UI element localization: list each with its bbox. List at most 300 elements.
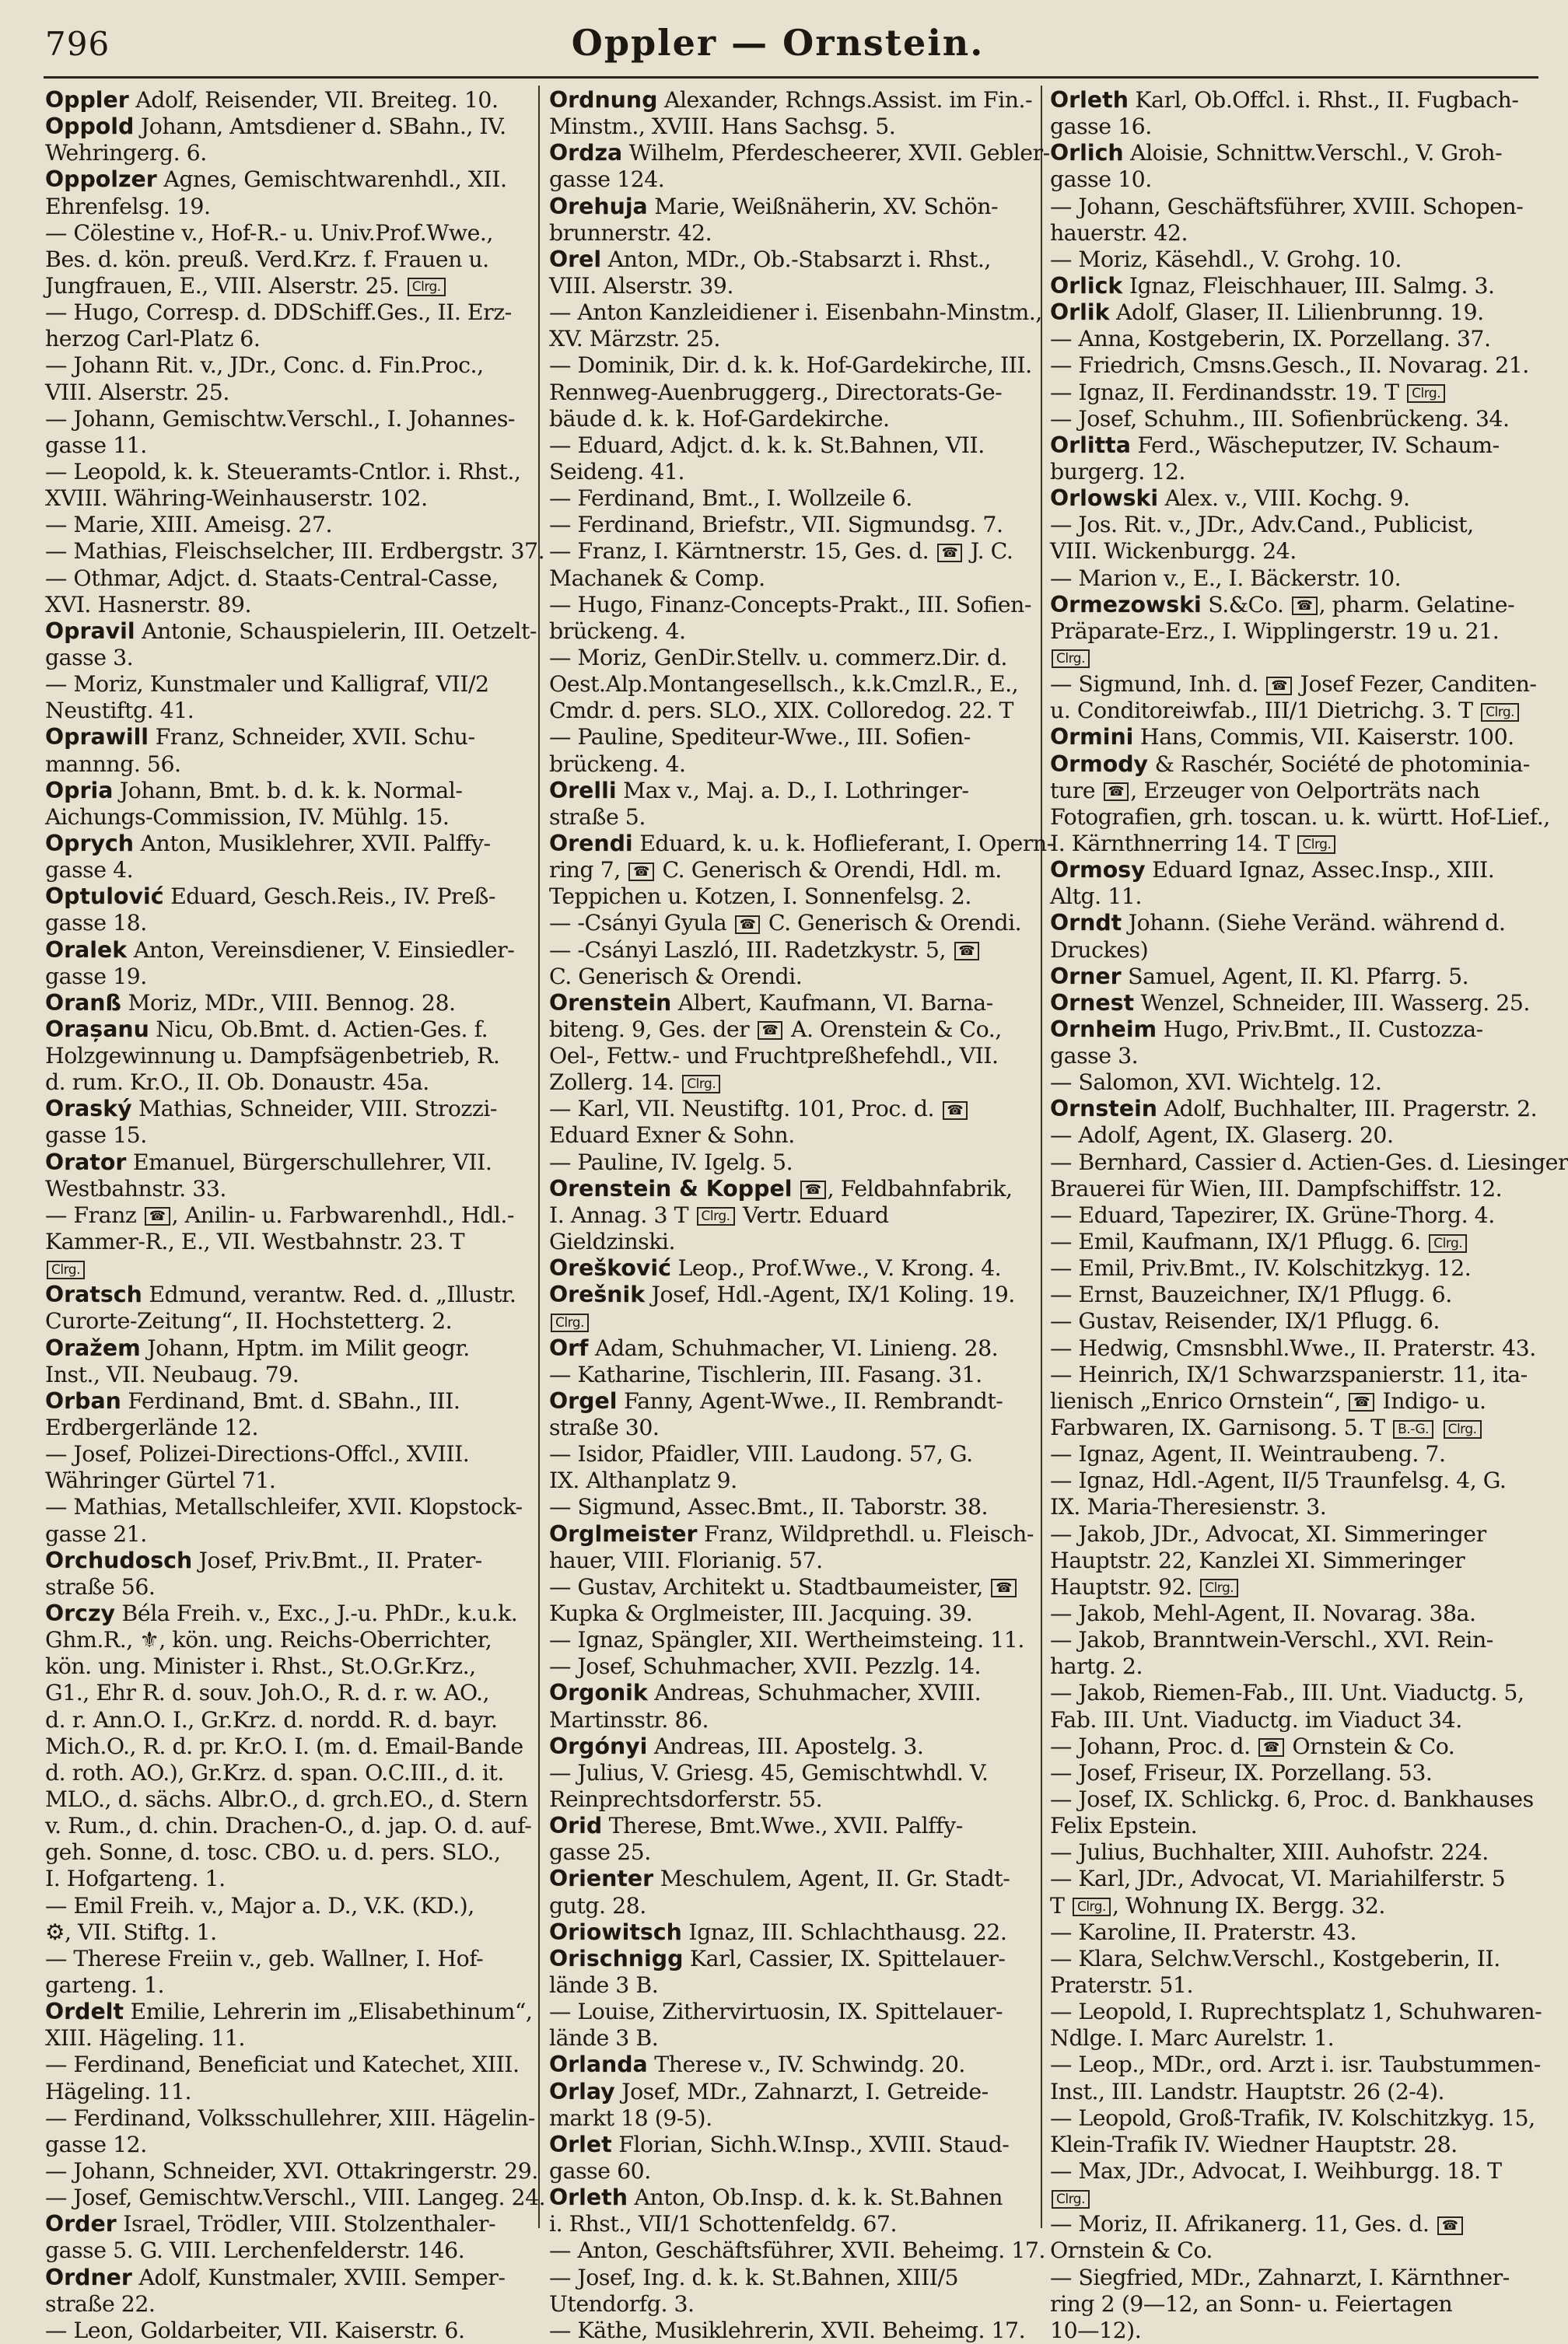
entry-line — [549, 432, 1014, 459]
entry-surname: Orator — [45, 1149, 127, 1175]
entry-surname: Orgonik — [549, 1680, 648, 1706]
entry-line — [549, 1760, 1014, 1786]
entry-text: XV. Märzstr. 25. — [549, 326, 720, 352]
entry-line — [1050, 1069, 1515, 1096]
entry-text: Karl, Cassier, IX. Spittelauer- — [683, 1945, 1006, 1971]
entry-line — [45, 1601, 518, 1627]
entry-text: — Siegfried, MDr., Zahnarzt, I. Kärnthner- — [1050, 2264, 1510, 2290]
entry-line — [45, 2157, 538, 2185]
entry-text: Aichungs-Commission, IV. Mühlg. 15. — [45, 803, 450, 830]
entry-text: Präparate-Erz., I. Wipplingerstr. 19 u. 21. — [1050, 617, 1500, 644]
entry-line — [1050, 193, 1524, 220]
entry-text: ring 2 (9—12, an Sonn- u. Feiertagen — [1050, 2290, 1453, 2317]
entry-text: Wilhelm, Pferdescheerer, XVII. Gebler- — [622, 140, 1050, 166]
entry-text: Josef, MDr., Zahnarzt, I. Getreide- — [614, 2078, 989, 2104]
entry-text: — Moriz, Kunstmaler und Kalligraf, VII/2 — [45, 671, 489, 698]
entry-text: Indigo- u. — [1376, 1387, 1486, 1414]
entry-text: — Anna, Kostgeberin, IX. Porzellang. 37. — [1050, 326, 1491, 352]
entry-line — [1050, 1016, 1515, 1043]
entry-line — [45, 1043, 510, 1069]
entry-text: straße 22. — [45, 2290, 156, 2317]
entry-line — [549, 1149, 1014, 1176]
entry-line — [1050, 380, 1515, 406]
entry-text: gasse 18. — [45, 910, 147, 936]
entry-surname: Orf — [549, 1335, 589, 1361]
entry-line — [45, 194, 510, 220]
entry-text: Adolf, Reisender, VII. Breiteg. 10. — [128, 87, 499, 113]
entry-text: — Josef, Friseur, IX. Porzellang. 53. — [1050, 1759, 1433, 1786]
entry-surname: Oprawill — [45, 724, 149, 750]
entry-line — [549, 1441, 1014, 1468]
entry-line — [1050, 459, 1515, 485]
entry-text: — Johann, Proc. d. — [1050, 1733, 1258, 1759]
entry-line — [1050, 1680, 1524, 1706]
entry-line — [549, 326, 1014, 352]
entry-text: geh. Sonne, d. tosc. CBO. u. d. pers. SLO., — [45, 1839, 501, 1866]
entry-line — [1050, 724, 1515, 750]
entry-line — [45, 1760, 510, 1786]
entry-line — [1050, 698, 1515, 724]
entry-text: Bes. d. kön. preuß. Verd.Krz. f. Frauen u. — [45, 246, 489, 272]
entry-text: gasse 10. — [1050, 166, 1152, 193]
entry-line — [549, 1653, 1014, 1680]
entry-text: Alex. v., VIII. Kochg. 9. — [1158, 485, 1410, 512]
entry-text: — Emil, Priv.Bmt., IV. Kolschitzkyg. 12. — [1050, 1255, 1472, 1282]
entry-text: — Marion v., E., I. Bäckerstr. 10. — [1050, 565, 1402, 591]
entry-text: Minstm., XVIII. Hans Sachsg. 5. — [549, 114, 896, 140]
entry-surname: Ordner — [45, 2264, 132, 2290]
entry-text: Ghm.R., ⚜, kön. ung. Reichs-Oberrichter, — [45, 1627, 492, 1653]
entry-text: — Pauline, Spediteur-Wwe., III. Sofien- — [549, 724, 971, 750]
entry-line — [1050, 273, 1515, 299]
entry-line — [1050, 1468, 1515, 1494]
entry-line — [1050, 1786, 1534, 1813]
entry-line — [45, 883, 510, 910]
entry-text: — Adolf, Agent, IX. Glaserg. 20. — [1050, 1122, 1394, 1149]
entry-line — [549, 1255, 1014, 1282]
entry-text: i. Rhst., VII/1 Schottenfeldg. 67. — [549, 2211, 897, 2237]
entry-surname: Orchudosch — [45, 1547, 193, 1573]
entry-line — [45, 1893, 510, 1919]
entry-line — [549, 2079, 1014, 2105]
entry-text: Edmund, verantw. Red. d. „Illustr. — [142, 1282, 516, 1308]
entry-line — [45, 2104, 536, 2132]
entry-surname: Opria — [45, 777, 114, 803]
entry-text: Anton, Musiklehrer, XVII. Palffy- — [134, 830, 491, 856]
entry-line — [1050, 2158, 1515, 2185]
entry-line — [549, 87, 1033, 114]
entry-line — [45, 1813, 532, 1839]
entry-surname: Ordza — [549, 140, 623, 166]
entry-line — [45, 1680, 510, 1706]
entry-text: I. Annag. 3 T — [549, 1202, 695, 1228]
entry-text: Andreas, Schuhmacher, XVIII. — [647, 1680, 982, 1706]
entry-text: Therese, Bmt.Wwe., XVII. Palffy- — [602, 1813, 963, 1839]
entry-text: Josef, Hdl.-Agent, IX/1 Koling. 19. — [645, 1282, 1015, 1308]
entry-line — [1050, 1043, 1515, 1069]
entry-line — [1050, 778, 1515, 804]
entry-text: , Erzeuger von Oelporträts nach — [1130, 777, 1480, 803]
entry-text: — Hugo, Finanz-Concepts-Prakt., III. Sofien- — [549, 591, 1031, 617]
entry-text: Gieldzinski. — [549, 1229, 676, 1255]
entry-text: Adolf, Buchhalter, III. Pragerstr. 2. — [1157, 1096, 1538, 1122]
entry-text: — Josef, Gemischtw.Verschl., VIII. Langeg. 24. — [45, 2185, 546, 2211]
entry-line — [45, 1255, 510, 1282]
entry-text: markt 18 (9-5). — [549, 2104, 712, 2131]
entry-line — [45, 2237, 510, 2264]
entry-text: gasse 12. — [45, 2131, 147, 2157]
entry-text: Erdbergerlände 12. — [45, 1415, 259, 1441]
entry-tag: Clrg. — [551, 1314, 589, 1332]
entry-text: — Julius, V. Griesg. 45, Gemischtwhdl. V. — [549, 1759, 989, 1786]
entry-text: lände 3 B. — [549, 1971, 659, 1998]
entry-surname: Oražem — [45, 1335, 141, 1361]
entry-line — [1050, 1999, 1542, 2025]
entry-text: Meschulem, Agent, II. Gr. Stadt- — [653, 1866, 1010, 1892]
entry-line — [1050, 1521, 1515, 1548]
entry-tag: ☎ — [1104, 782, 1129, 801]
entry-surname: Orczy — [45, 1601, 115, 1627]
entry-tag: ☎ — [1437, 2216, 1463, 2235]
entry-text: Felix Epstein. — [1050, 1813, 1198, 1839]
entry-line — [549, 140, 1050, 166]
entry-line — [549, 194, 1014, 220]
entry-text: Oel-, Fettw.- und Fruchtpreßhefehdl., VII. — [549, 1043, 999, 1069]
entry-surname: Orgónyi — [549, 1733, 648, 1759]
entry-text: Martinsstr. 86. — [549, 1706, 709, 1733]
entry-text: Eduard Ignaz, Assec.Insp., XIII. — [1145, 857, 1495, 883]
entry-text: — Jakob, Mehl-Agent, II. Novarag. 38a. — [1050, 1601, 1476, 1627]
entry-text: Reinprechtsdorferstr. 55. — [549, 1786, 823, 1812]
entry-text: hartg. 2. — [1050, 1653, 1143, 1680]
entry-text: Adolf, Kunstmaler, XVIII. Semper- — [131, 2264, 506, 2290]
entry-text: Hauptstr. 92. — [1050, 1573, 1199, 1600]
entry-line — [549, 2211, 1014, 2237]
entry-line — [45, 1415, 510, 1441]
entry-line — [45, 1202, 514, 1229]
entry-text: Alexander, Rchngs.Assist. im Fin.- — [657, 87, 1033, 113]
entry-line — [549, 220, 1014, 247]
entry-line — [1050, 857, 1515, 883]
entry-line — [45, 645, 510, 671]
entry-text: Inst., VII. Neubaug. 79. — [45, 1361, 299, 1387]
entry-line — [45, 2211, 510, 2237]
entry-text: — Johann, Schneider, XVI. Ottakringerstr. 29. — [45, 2157, 538, 2184]
entry-surname: Orlitta — [1050, 432, 1131, 458]
entry-text: Agnes, Gemischtwarenhdl., XII. — [156, 166, 507, 193]
entry-tag: Clrg. — [1200, 1579, 1238, 1597]
entry-text: Emilie, Lehrerin im „Elisabethinum“, — [124, 1999, 533, 2025]
entry-tag: B.-G. — [1393, 1420, 1433, 1439]
entry-text: Hans, Commis, VII. Kaiserstr. 100. — [1133, 724, 1514, 750]
entry-line — [549, 1866, 1014, 1892]
entry-text: — Leop., MDr., ord. Arzt i. isr. Taubstummen- — [1050, 2052, 1541, 2078]
entry-text: Therese v., IV. Schwindg. 20. — [647, 2052, 965, 2078]
entry-text: straße 5. — [549, 803, 646, 830]
column-divider — [1041, 86, 1042, 2228]
entry-line — [45, 990, 510, 1016]
entry-text: gasse 21. — [45, 1520, 147, 1547]
entry-line — [45, 592, 510, 618]
entry-text: — Gustav, Architekt u. Stadtbaumeister, — [549, 1573, 990, 1600]
entry-line — [549, 1972, 1014, 1999]
entry-surname: Ormini — [1050, 724, 1134, 750]
entry-line — [45, 166, 510, 193]
entry-surname: Oraský — [45, 1096, 132, 1122]
entry-text: Utendorfg. 3. — [549, 2290, 695, 2317]
entry-text: kön. ung. Minister i. Rhst., St.O.Gr.Krz., — [45, 1653, 476, 1680]
entry-line — [549, 1096, 1014, 1122]
entry-text: gasse 3. — [45, 644, 134, 670]
entry-tag: Clrg. — [697, 1207, 735, 1226]
entry-line — [549, 1680, 1014, 1706]
entry-tag: Clrg. — [408, 278, 446, 296]
entry-line — [1050, 645, 1515, 671]
entry-text: — Max, JDr., Advocat, I. Weihburgg. 18. T — [1050, 2157, 1502, 2184]
entry-surname: Oranß — [45, 989, 121, 1016]
entry-text: — Katharine, Tischlerin, III. Fasang. 31. — [549, 1361, 982, 1387]
entry-line — [45, 1786, 528, 1813]
entry-line — [45, 1176, 510, 1202]
entry-line — [549, 247, 1014, 273]
entry-line — [45, 751, 510, 778]
entry-text: Fotografien, grh. toscan. u. k. württ. Hof-Lief., — [1050, 803, 1550, 830]
entry-tag: Clrg. — [682, 1075, 720, 1093]
entry-text: I. Hofgarteng. 1. — [45, 1866, 226, 1892]
entry-line — [45, 565, 510, 592]
entry-surname: Orgel — [549, 1387, 618, 1414]
entry-text: gasse 11. — [45, 432, 147, 458]
entry-line — [1050, 1308, 1515, 1335]
entry-text: Ndlge. I. Marc Aurelstr. 1. — [1050, 2025, 1335, 2052]
entry-line — [45, 114, 510, 140]
entry-line — [45, 1494, 523, 1520]
entry-text: Ferdinand, Bmt. d. SBahn., III. — [121, 1387, 460, 1414]
entry-line — [549, 1548, 1014, 1574]
entry-surname: Ornest — [1050, 989, 1135, 1016]
entry-line — [45, 352, 510, 379]
entry-line — [1050, 1361, 1528, 1388]
entry-line — [549, 1308, 1014, 1335]
entry-text: — Dominik, Dir. d. k. k. Hof-Gardekirche, III. — [549, 352, 1032, 379]
entry-line — [549, 2291, 1014, 2318]
entry-text: — Anton, Geschäftsführer, XVII. Beheimg. 17. — [549, 2237, 1045, 2264]
entry-text: — Ferdinand, Beneficiat und Katechet, XIII. — [45, 2052, 520, 2078]
entry-line — [45, 1999, 533, 2025]
entry-tag: Clrg. — [1444, 1420, 1482, 1439]
entry-text: — Friedrich, Cmsns.Gesch., II. Novarag. 21. — [1050, 352, 1529, 379]
entry-line — [549, 1707, 1014, 1734]
entry-surname: Oriowitsch — [549, 1919, 682, 1945]
entry-line — [1050, 512, 1515, 538]
entry-text: G1., Ehr R. d. souv. Joh.O., R. d. r. w. AO., — [45, 1680, 489, 1706]
entry-line — [549, 114, 1014, 140]
entry-text: Marie, Weißnäherin, XV. Schön- — [647, 193, 999, 219]
entry-text: C. Generisch & Orendi. — [761, 910, 1022, 936]
entry-surname: Orndt — [1050, 910, 1122, 936]
entry-text: — Isidor, Pfaidler, VIII. Laudong. 57, G. — [549, 1441, 973, 1468]
entry-surname: Ormosy — [1050, 857, 1146, 883]
entry-line — [549, 1627, 1024, 1653]
entry-text: — Moriz, Käsehdl., V. Grohg. 10. — [1050, 246, 1402, 272]
entry-line — [45, 1149, 510, 1176]
entry-line — [45, 326, 510, 352]
entry-line — [549, 1494, 1014, 1520]
entry-line — [45, 485, 510, 512]
entry-line — [45, 1653, 510, 1680]
entry-tag: Clrg. — [1052, 2190, 1090, 2209]
header-rule — [44, 76, 1538, 79]
entry-text — [792, 1176, 799, 1202]
entry-surname: Oprych — [45, 830, 135, 856]
entry-line — [45, 512, 510, 538]
entry-surname: Oppolzer — [45, 166, 157, 193]
entry-line — [45, 140, 510, 166]
entry-line — [45, 1468, 510, 1494]
entry-line — [45, 1946, 510, 1972]
entry-line — [45, 380, 510, 406]
entry-line — [1050, 803, 1550, 831]
entry-text: — Franz — [45, 1202, 143, 1228]
entry-line — [45, 698, 510, 724]
entry-text: Adam, Schuhmacher, VI. Linieng. 28. — [588, 1335, 999, 1361]
entry-surname: Orlanda — [549, 2052, 648, 2078]
entry-tag: ☎ — [954, 942, 980, 960]
entry-text: Johann, Bmt. b. d. k. k. Normal- — [113, 777, 463, 803]
entry-text: Fab. III. Unt. Viaductg. im Viaduct 34. — [1050, 1706, 1462, 1733]
entry-line — [45, 2291, 510, 2318]
entry-text: — Käthe, Musiklehrerin, XVII. Beheimg. 17. — [549, 2317, 1026, 2343]
entry-line — [549, 299, 1042, 326]
entry-surname: Orner — [1050, 963, 1122, 989]
entry-line — [549, 565, 1014, 592]
entry-text: Ornstein & Co. — [1050, 2237, 1213, 2264]
entry-line — [1050, 1149, 1568, 1176]
entry-line — [1050, 2079, 1515, 2105]
entry-line — [1050, 166, 1515, 193]
entry-surname: Orešnik — [549, 1282, 646, 1308]
entry-text: — Ignaz, Agent, II. Weintraubeng. 7. — [1050, 1441, 1446, 1468]
entry-line — [45, 1282, 516, 1308]
entry-text: — Karl, JDr., Advocat, VI. Mariahilferstr. 5 — [1050, 1866, 1506, 1892]
entry-text: — Johann Rit. v., JDr., Conc. d. Fin.Proc., — [45, 352, 484, 379]
entry-text: Mich.O., R. d. pr. Kr.O. I. (m. d. Email-Bande — [45, 1733, 523, 1759]
entry-text: A. Orenstein & Co., — [784, 1016, 1002, 1042]
entry-surname: Orlik — [1050, 299, 1110, 326]
entry-line — [549, 1229, 1014, 1255]
entry-tag: ☎ — [1266, 677, 1292, 695]
entry-text: gasse 19. — [45, 963, 147, 989]
entry-line — [1050, 485, 1515, 512]
entry-text: VIII. Wickenburgg. 24. — [1050, 538, 1297, 565]
column-2 — [549, 87, 1054, 2343]
entry-line — [1050, 883, 1515, 910]
entry-line — [549, 1734, 1014, 1760]
entry-text: , pharm. Gelatine- — [1318, 591, 1515, 617]
entry-text: u. Conditoreiwfab., III/1 Dietrichg. 3. T — [1050, 698, 1480, 724]
entry-text: VIII. Alserstr. 25. — [45, 379, 229, 405]
entry-line — [1050, 989, 1530, 1016]
entry-text: Fanny, Agent-Wwe., II. Rembrandt- — [617, 1387, 1003, 1414]
entry-text: Ehrenfelsg. 19. — [45, 193, 211, 219]
entry-surname: Ordelt — [45, 1999, 124, 2025]
entry-text: — Ferdinand, Briefstr., VII. Sigmundsg. 7. — [549, 512, 1003, 538]
entry-line — [1050, 592, 1515, 618]
entry-line — [1050, 1972, 1515, 1999]
entry-line — [549, 778, 1014, 804]
entry-text: Druckes) — [1050, 936, 1149, 963]
entry-line — [1050, 220, 1515, 247]
entry-line — [45, 1069, 510, 1096]
entry-text: IX. Althanplatz 9. — [549, 1468, 737, 1494]
entry-text: Hugo, Priv.Bmt., II. Custozza- — [1157, 1016, 1483, 1042]
entry-line — [45, 405, 515, 432]
entry-text: Jungfrauen, E., VIII. Alserstr. 25. — [45, 272, 406, 299]
entry-line — [549, 1839, 1014, 1866]
entry-text: , Feldbahnfabrik, — [827, 1175, 1013, 1202]
entry-line — [1050, 2185, 1515, 2211]
entry-text: Teppichen u. Kotzen, I. Sonnenfelsg. 2. — [549, 883, 971, 910]
entry-line — [549, 406, 1014, 432]
entry-text: Klein-Trafik IV. Wiedner Hauptstr. 28. — [1050, 2131, 1458, 2157]
entry-text: Hauptstr. 22, Kanzlei XI. Simmeringer — [1050, 1547, 1465, 1573]
entry-line — [549, 1415, 1014, 1441]
entry-line — [45, 1335, 510, 1362]
entry-line — [1050, 1122, 1515, 1149]
entry-line — [549, 1202, 1014, 1229]
entry-text: Béla Freih. v., Exc., J.-u. PhDr., k.u.k. — [115, 1601, 518, 1627]
entry-text: Israel, Trödler, VIII. Stolzenthaler- — [116, 2211, 496, 2237]
entry-line — [45, 538, 545, 565]
entry-line — [549, 352, 1032, 379]
entry-line — [1050, 1574, 1515, 1601]
entry-text: Andreas, III. Apostelg. 3. — [647, 1733, 924, 1759]
entry-line — [549, 2132, 1014, 2158]
entry-line — [45, 87, 510, 114]
entry-text: ring 7, — [549, 857, 628, 883]
entry-surname: Ormezowski — [1050, 591, 1202, 617]
entry-line — [45, 1362, 510, 1388]
entry-line — [549, 273, 1014, 299]
entry-line — [549, 990, 1014, 1016]
entry-text: Eduard Exner & Sohn. — [549, 1122, 795, 1149]
entry-line — [1050, 2211, 1515, 2237]
entry-tag: ☎ — [1292, 596, 1318, 615]
entry-text: — Jos. Rit. v., JDr., Adv.Cand., Publicist, — [1050, 512, 1474, 538]
entry-text: — Othmar, Adjct. d. Staats-Central-Casse, — [45, 565, 499, 591]
entry-text: — Pauline, IV. Igelg. 5. — [549, 1149, 793, 1175]
entry-text: straße 30. — [549, 1415, 660, 1441]
entry-line — [1050, 2025, 1515, 2052]
entry-line — [1050, 1893, 1515, 1919]
entry-line — [549, 1574, 1014, 1601]
entry-line — [549, 830, 1054, 857]
entry-text: Seideng. 41. — [549, 458, 684, 485]
running-title: Oppler — Ornstein. — [571, 22, 985, 64]
entry-line — [1050, 140, 1515, 166]
entry-line — [1050, 671, 1537, 698]
entry-text: Josef Fezer, Canditen- — [1293, 671, 1537, 698]
entry-line — [1050, 1866, 1515, 1892]
entry-text: XVIII. Währing-Weinhauserstr. 102. — [45, 485, 428, 512]
entry-line — [45, 2025, 510, 2052]
entry-line — [1050, 406, 1515, 432]
entry-text: — Anton Kanzleidiener i. Eisenbahn-Minstm., — [549, 299, 1042, 326]
entry-text: Hägeling. 11. — [45, 2078, 191, 2104]
entry-line — [45, 1308, 510, 1335]
entry-text: — Salomon, XVI. Wichtelg. 12. — [1050, 1069, 1382, 1096]
entry-line — [45, 432, 510, 459]
